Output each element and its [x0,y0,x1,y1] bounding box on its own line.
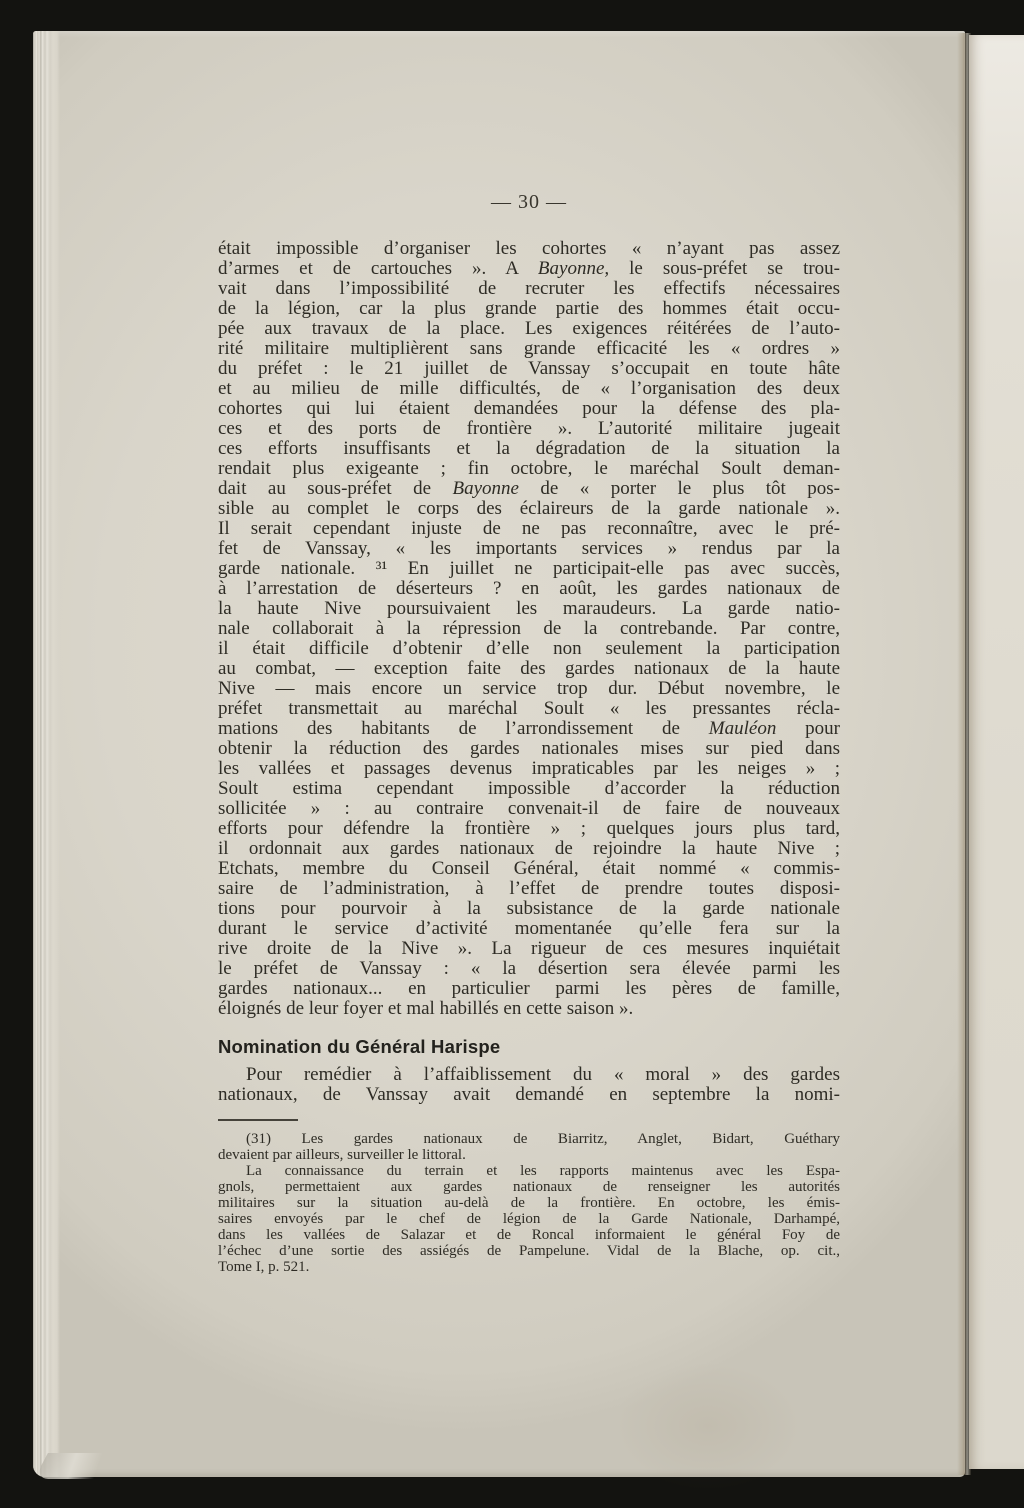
text-line: ces efforts insuffisants et la dégradation de la situation la [218,438,840,459]
text-line: à l’arrestation de déserteurs ? en août, les gardes nationaux de [218,578,840,599]
text-line: saires envoyés par le chef de légion de la Garde Nationale, Darhampé, [218,1211,840,1227]
text-line: nale collaborait à la répression de la contrebande. Par contre, [218,618,840,639]
text-line: de la légion, car la plus grande partie des hommes était occu- [218,298,840,319]
text-line: fet de Vanssay, « les importants services » rendus par la [218,538,840,559]
text-line: la haute Nive poursuivaient les maraudeurs. La garde natio- [218,598,840,619]
text-line: éloignés de leur foyer et mal habillés en cette saison ». [218,998,634,1019]
footnote-text [218,1131,840,1275]
text-line: mations des habitants de l’arrondissement de Mauléon pour [218,718,841,739]
text-line: Il serait cependant injuste de ne pas reconnaître, avec le pré- [218,518,840,539]
text-line: gnols, permettaient aux gardes nationaux de renseigner les autorités [218,1179,840,1195]
text-line: rendait plus exigeante ; fin octobre, le maréchal Soult deman- [218,458,840,479]
page-corner-curl [34,1453,118,1479]
section-heading: Nomination du Général Harispe [218,1036,501,1057]
printed-text-column [218,31,840,1477]
text-line: garde nationale. ³¹ En juillet ne participait-elle pas avec succès, [218,558,840,579]
text-line: rive droite de la Nive ». La rigueur de ces mesures inquiétait [218,938,840,959]
text-line: était impossible d’organiser les cohortes « n’ayant pas assez [218,238,840,259]
text-line: Pour remédier à l’affaiblissement du « moral » des gardes [246,1064,840,1085]
text-line: durant le service d’activité momentanée qu’elle fera sur la [218,918,840,939]
page-number: — 30 — [491,191,567,213]
text-line: dait au sous-préfet de Bayonne de « porter le plus tôt pos- [218,478,840,499]
body-text [218,239,840,1019]
text-line: cohortes qui lui étaient demandées pour la défense des pla- [218,398,840,419]
text-line: les vallées et passages devenus impraticables par les neiges » ; [218,758,840,779]
text-line: d’armes et de cartouches ». A Bayonne, le sous-préfet se trou- [218,258,840,279]
book-page [33,31,965,1477]
text-line: du préfet : le 21 juillet de Vanssay s’occupait en toute hâte [218,358,840,379]
text-line: Tome I, p. 521. [218,1259,310,1275]
text-line: préfet transmettait au maréchal Soult « les pressantes récla- [218,698,840,719]
text-line: La connaissance du terrain et les rapports maintenus avec les Espa- [246,1163,840,1179]
text-line: il ordonnait aux gardes nationaux de rejoindre la haute Nive ; [218,838,840,859]
text-line: sollicitée » : au contraire convenait-il de faire de nouveaux [218,798,840,819]
paragraph-text [218,1065,840,1105]
text-line: il était difficile d’obtenir d’elle non seulement la participation [218,638,840,659]
text-line: dans les vallées de Salazar et de Roncal informaient le général Foy de [218,1227,840,1243]
text-line: obtenir la réduction des gardes nationales mises sur pied dans [218,738,840,759]
text-line: saire de l’administration, à l’effet de prendre toutes disposi- [218,878,840,899]
text-line: militaires sur la situation au-delà de la frontière. En octobre, les émis- [218,1195,840,1211]
text-line: devaient par ailleurs, surveiller le littoral. [218,1147,466,1163]
text-line: sible au complet le corps des éclaireurs de la garde nationale ». [218,498,840,519]
text-line: gardes nationaux... en particulier parmi les pères de famille, [218,978,840,999]
text-line: ces et des ports de frontière ». L’autorité militaire jugeait [218,418,840,439]
text-line: pée aux travaux de la place. Les exigences réitérées de l’auto- [218,318,840,339]
text-line: le préfet de Vanssay : « la désertion sera élevée parmi les [218,958,840,979]
text-line: efforts pour défendre la frontière » ; quelques jours plus tard, [218,818,840,839]
text-line: vait dans l’impossibilité de recruter les effectifs nécessaires [218,278,840,299]
page-edge-stack [33,31,60,1477]
adjacent-page-edge [969,35,1024,1469]
text-line: l’échec d’une sortie des assiégés de Pampelune. Vidal de la Blache, op. cit., [218,1243,840,1259]
text-line: Etchats, membre du Conseil Général, était nommé « commis- [218,858,840,879]
footnote-rule [218,1119,298,1121]
text-line: (31) Les gardes nationaux de Biarritz, Anglet, Bidart, Guéthary [246,1131,840,1147]
text-line: et au milieu de mille difficultés, de « l’organisation des deux [218,378,840,399]
text-line: tions pour pourvoir à la subsistance de la garde nationale [218,898,840,919]
text-line: au combat, — exception faite des gardes nationaux de la haute [218,658,840,679]
text-line: nationaux, de Vanssay avait demandé en septembre la nomi- [218,1084,840,1105]
text-line: rité militaire multiplièrent sans grande efficacité les « ordres » [218,338,840,359]
text-line: Soult estima cependant impossible d’accorder la réduction [218,778,840,799]
text-line: Nive — mais encore un service trop dur. Début novembre, le [218,678,840,699]
